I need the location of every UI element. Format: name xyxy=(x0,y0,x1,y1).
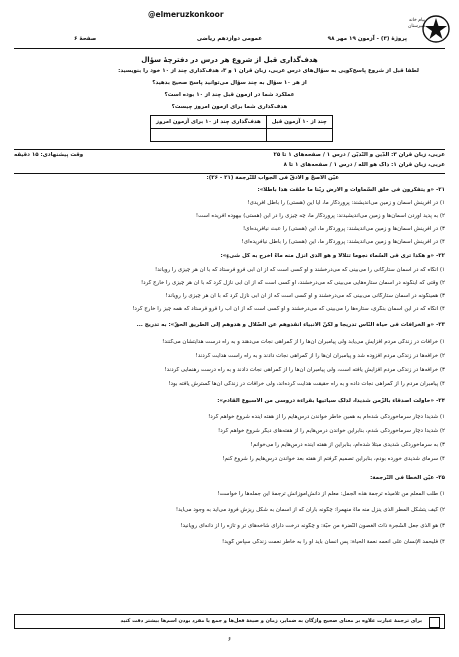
page-number: ۶ xyxy=(227,636,232,643)
option[interactable]: ۲) خرافه‌ها در زندگی مردم افزوده شد و پیامبران آن‌ها را از گمراهی نجات دادند و به راه راست هدایت کردند! xyxy=(195,353,445,359)
instruction: عیّن الأصحّ و الأدقّ فی الجواب للتّرجمة (۲۱ - ۲۶): xyxy=(206,175,339,181)
logo-caption: پیام خانه دبیرستان xyxy=(408,18,425,29)
option[interactable]: ۱) آنگاه که در آسمان ستارگانی را می‌بینی که می‌درخشند و او کسی است که از آن آبی فرو فرستاد که با آن هر چیزی را رویاند! xyxy=(155,267,445,273)
question-stem: ۲۱- «و یتفکّرون فی خلق السّماوات و الأرض ربّنا ما خلقت هذا باطلاً»: xyxy=(257,187,445,193)
option[interactable]: ۴) در آفرینش آسمان‌ها و زمین می‌اندیشند: پروردگار ما، این (هستی) را باطل نیافریده‌ای! xyxy=(241,239,445,245)
exam-title: پروژهٔ (۳) - آزمون ۱۹ مهر ۹۸ xyxy=(327,36,407,42)
section-divider xyxy=(14,173,445,174)
option[interactable]: ۲) کیف یتشکّل المطر الّذی ینزل منه ماءً منهمراً: چگونه باران که از آسمان به شکل ریزش فرود می‌آید به وجود می‌آید! xyxy=(175,507,445,513)
option[interactable]: ۴) آنگاه که در این آسمان بنگری، ستاره‌ها را می‌بینی که می‌درخشند و او کسی است که از آن آب را فرو فرستاد که همه چیز را خارج کرد! xyxy=(132,306,445,312)
option[interactable]: ۱) شدیداً دچار سرماخوردگی شده‌ام به همین خاطر خواندن درس‌هایم را از هفته آینده شروع خواهم کرد! xyxy=(208,414,445,420)
goal-line: از هر ۱۰ سؤال به چند سؤال می‌توانید پاسخ صحیح بدهید؟ xyxy=(152,80,307,86)
option[interactable]: ۴) پیامبران مردم را از گمراهی نجات داده و به راه حقیقت هدایت کرده‌اند، ولی خرافات در زندگی آن‌ها گسترش یافته بود! xyxy=(168,381,445,387)
watermark-handle: @elmeruzkonkoor xyxy=(148,10,224,19)
option[interactable]: ۱) خرافات در زندگی مردم افزایش می‌یابد ولی پیامبران آن‌ها را از گمراهی نجات می‌دهند و به راه درست هدایتشان می‌کنند! xyxy=(162,339,445,345)
tip-text: برای ترجمهٔ عبارت علاوه بر معنای صحیح واژگان به ضمایر، زمان و صیغهٔ فعل‌ها و جمع یا مفرد بودن اسم‌ها بیشتر دقت کنید xyxy=(120,618,422,624)
page-label: صفحهٔ ۶ xyxy=(74,36,97,42)
tip-box xyxy=(14,614,445,629)
option[interactable]: ۱) در آفرینش آسمان و زمین می‌اندیشند: پروردگار ما، آیا این (هستی) را باطل آفریدی! xyxy=(247,200,445,206)
option[interactable]: ۳) همینگونه در آسمان ستارگانی می‌بینی که می‌درخشند و او کسی است که از آن آبی نازل کرد که با آن هر چیزی را رویاند! xyxy=(165,293,445,299)
question-stem: ۲۵- عیّن الخطأ فی التّرجمة: xyxy=(370,475,445,481)
suggested-time: وقت پیشنهادی: ۱۵ دقیقه xyxy=(14,152,84,158)
goal-box-title: هدف‌گذاری قبل از شروع هر درس در دفترچهٔ سؤال xyxy=(141,56,318,64)
header-divider xyxy=(14,48,445,49)
goal-line: لطفاً قبل از شروع پاسخ‌گویی به سؤال‌های درس عربی، زبان قرآن ۱ و ۳، هدف‌گذاری چند از ۱۰ خود را بنویسید: xyxy=(118,68,419,74)
goal-table-cell-previous[interactable] xyxy=(266,129,332,142)
goal-box-divider xyxy=(14,149,445,150)
subject-line-2: عربی، زبان قرآن ۱: ذاک هو اللّه / درس ۱ / صفحه‌های ۱ تا ۸ xyxy=(283,162,445,168)
option[interactable]: ۴) سرمای شدیدی خورده بودم، بنابراین تصمیم گرفتم از هفته بعد خواندن درس‌هایم را شروع کنم! xyxy=(222,456,445,462)
goal-table-header-previous: چند از ۱۰ آزمون قبل xyxy=(266,116,332,129)
option[interactable]: ۱) طلب المعلّم من تلامیذه ترجمة هذه الجمل: معلم از دانش‌آموزانش ترجمهٔ این جمله‌ها را خواست! xyxy=(217,491,445,497)
subject-line-1: عربی، زبان قرآن ۳: الدّین و التّدیّن / درس ۱ / صفحه‌های ۱ تا ۲۵ xyxy=(273,152,445,158)
option[interactable]: ۴) فلیحمد الإنسان علی أنعمه نعمة الحیاة: پس انسان باید او را به خاطر نعمت زندگی سپاس گوید! xyxy=(221,539,445,545)
option[interactable]: ۳) به سرماخوردگی شدیدی مبتلا شده‌ام، بنابراین از هفته آینده درس‌هایم را می‌خوانم! xyxy=(250,442,445,448)
goal-line: هدف‌گذاری شما برای آزمون امروز چیست؟ xyxy=(171,104,288,110)
booklet-title: عمومی دوازدهم ریاضی xyxy=(196,36,263,42)
option[interactable]: ۳) هو الّذی جعل الشّجرة ذاتَ الغصون النّضرة من حبّة: و چگونه درخت دارای شاخه‌های تر و تازه را از دانه‌ای رویانید! xyxy=(180,523,445,529)
option[interactable]: ۲) وقتی که اینگونه در آسمان ستاره‌هایی می‌بینی که می‌درخشند، او کسی است که از آن آبی نازل کرد که با آن هر چیزی را خارج کرد! xyxy=(140,280,445,286)
question-stem: ۲۴- «حاولت أصدقاء بالزّمن شدیداً، لذلک سیأتیها بقراءة دروسی من الأسبوع القادم»: xyxy=(217,398,445,404)
tip-icon xyxy=(429,617,440,628)
goal-table xyxy=(150,115,333,142)
goal-table-cell-today[interactable] xyxy=(151,129,267,142)
option[interactable]: ۲) شدیداً دچار سرماخوردگی شدم، بنابراین خواندن درس‌هایم را از هفته‌های دیگر شروع خواهم کرد! xyxy=(217,428,445,434)
option[interactable]: ۳) در آفرینش آسمان‌ها و زمین می‌اندیشند: پروردگار ما، این (هستی) را عبث نیافریده‌ای! xyxy=(242,226,445,232)
option[interactable]: ۳) خرافه‌ها در زندگی مردم افزایش یافته است، ولی پیامبران آن‌ها را از گمراهی نجات دادند و به راه درست رهنمایی کردند! xyxy=(164,367,445,373)
question-stem: ۲۳- «و الخرافات فی حیاة النّاس تدریجاً و لکنّ الأنبیاء انقذوهم عن الضّلال و هدوهم إلی الطّریق الحقّ»: به تدریج ... xyxy=(136,322,445,328)
goal-line: عملکرد شما در آزمون قبل چند از ۱۰ بوده است؟ xyxy=(164,92,295,98)
option[interactable]: ۲) به پدید آوردن آسمان‌ها و زمین می‌اندیشیدند: پروردگار ما، چه چیزی را در این (هستی) بیهوده آفریده است! xyxy=(195,213,445,219)
question-stem: ۲۲- «و هکذا تری فی السّماء نجوماً تتلألأ و هو الّذی أنزل منه ماءً أخرج به کلّ شیءٍ»: xyxy=(220,253,445,259)
page-header xyxy=(14,36,445,48)
goal-table-header-today: هدف‌گذاری چند از ۱۰ برای آزمون امروز xyxy=(151,116,267,129)
